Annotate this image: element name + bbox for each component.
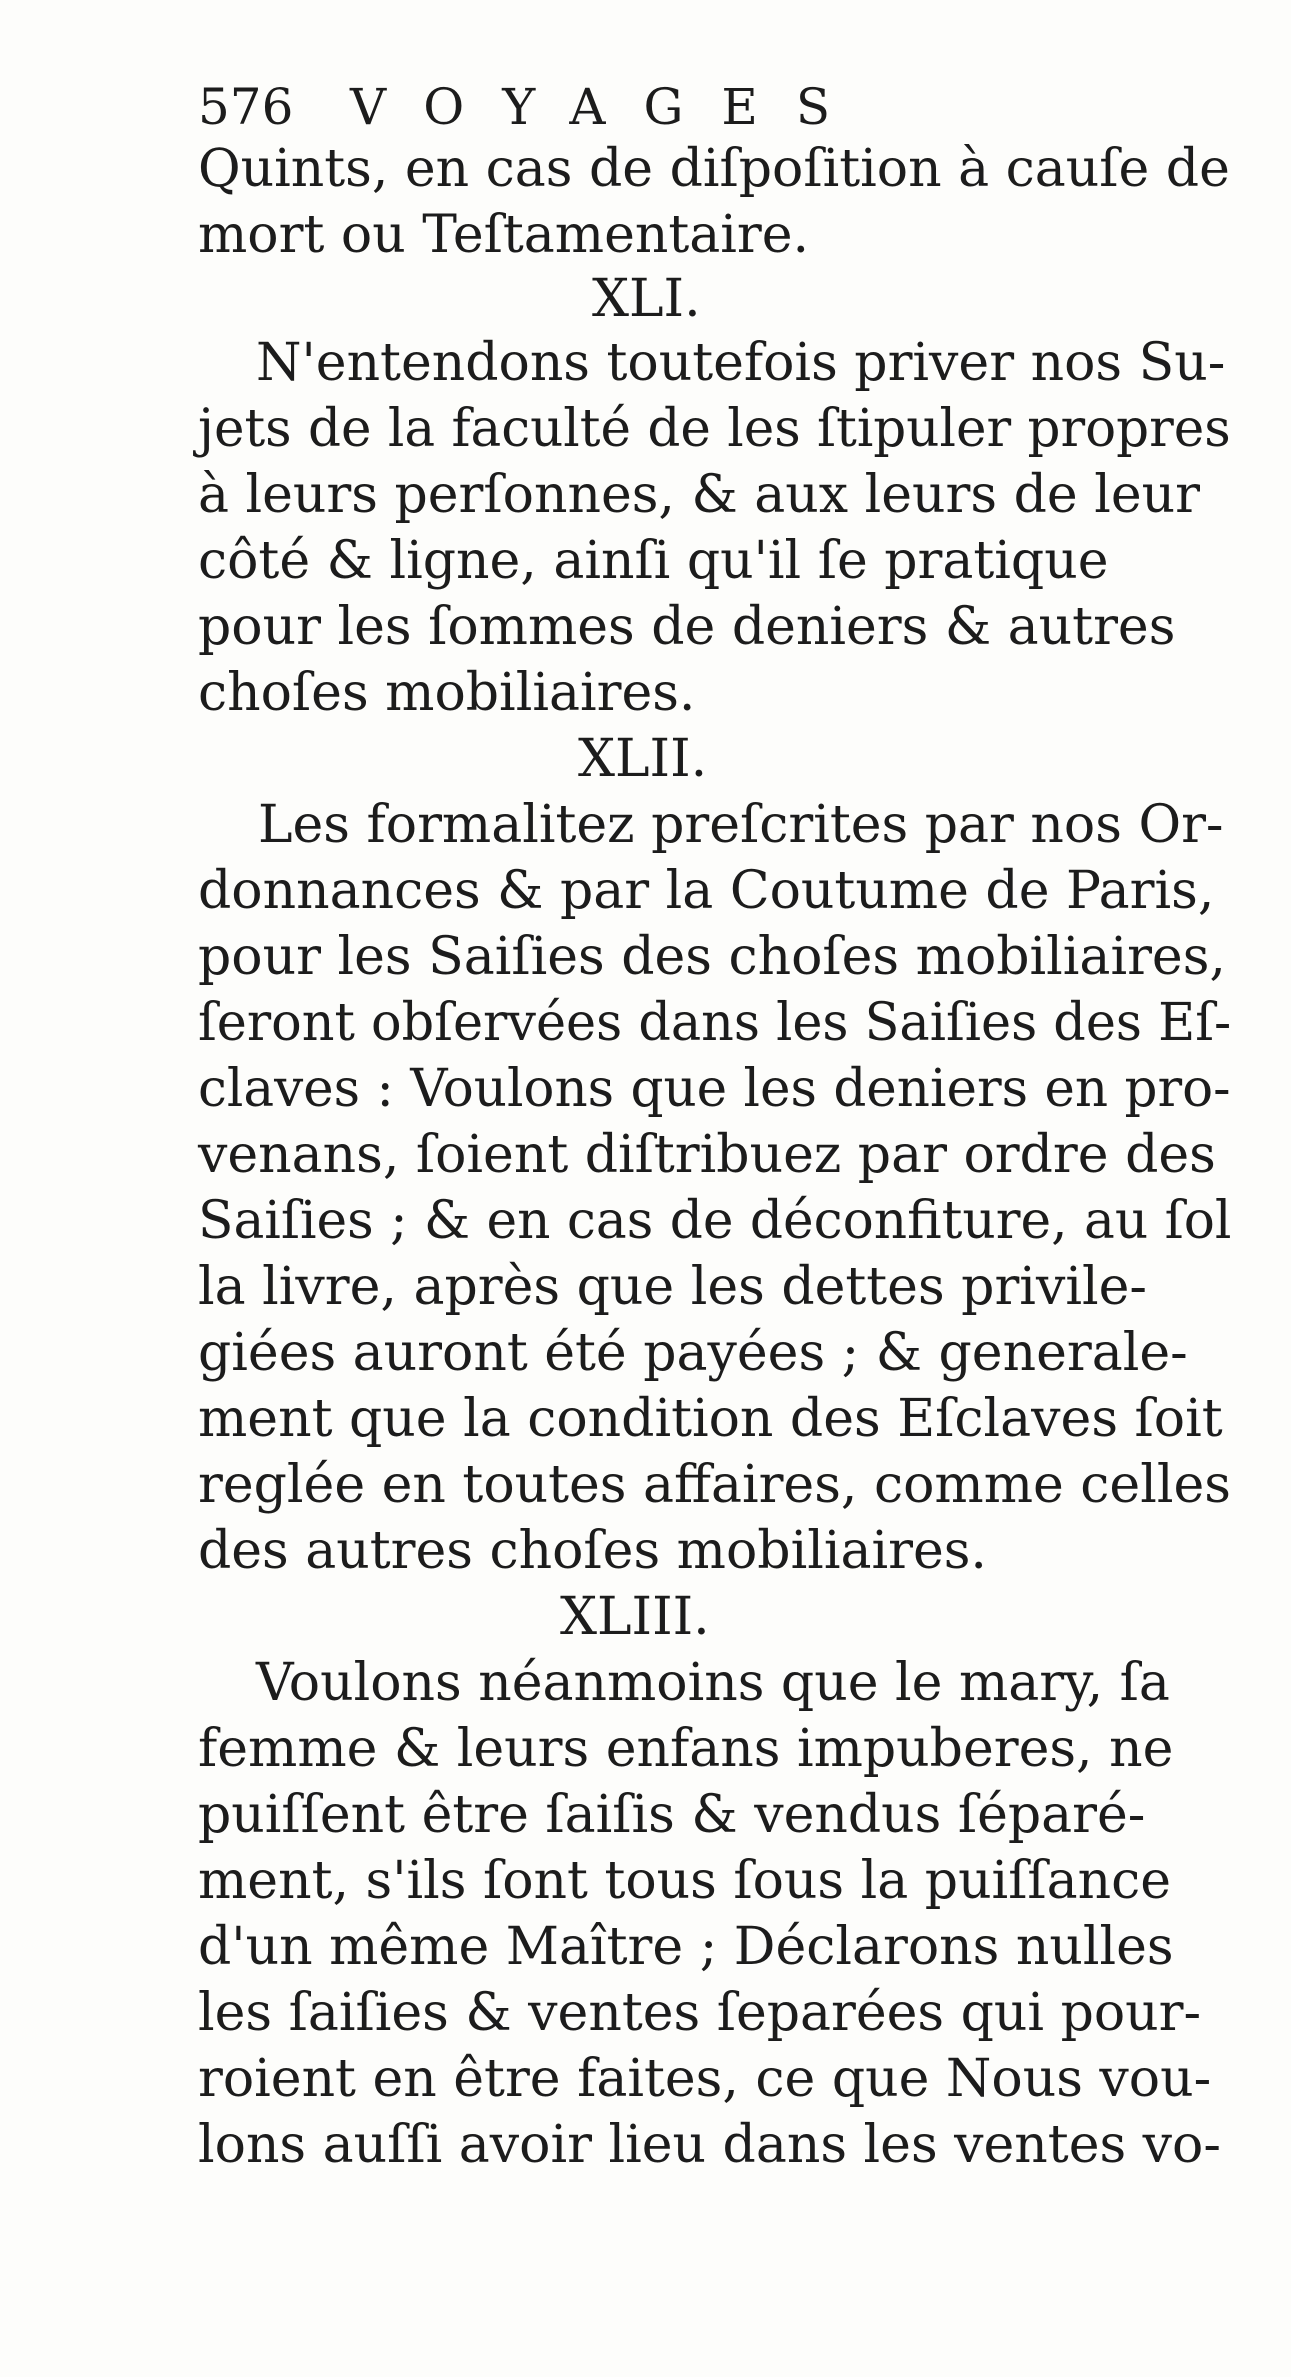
text-line: d'un même Maître ; Déclarons nulles <box>198 1917 1174 1977</box>
text-line: femme & leurs enfans impuberes, ne <box>198 1719 1174 1779</box>
text-line: puiſſent être ſaiſis & vendus ſéparé- <box>198 1785 1146 1845</box>
running-head: VOYAGES <box>350 78 869 136</box>
text-line: pour les Saiſies des choſes mobiliaires, <box>198 927 1226 987</box>
text-line: pour les ſommes de deniers & autres <box>198 597 1176 657</box>
text-line: mort ou Teſtamentaire. <box>198 205 810 265</box>
article-heading-xli: XLI. <box>592 269 701 329</box>
article-heading-xlii: XLII. <box>578 729 708 789</box>
text-line: Les formalitez preſcrites par nos Or- <box>258 795 1224 855</box>
text-line: la livre, après que les dettes privile- <box>198 1257 1147 1317</box>
text-line: Saiſies ; & en cas de déconfiture, au ſol <box>198 1191 1232 1251</box>
text-line: jets de la faculté de les ſtipuler propres <box>198 399 1231 459</box>
text-line: venans, ſoient diſtribuez par ordre des <box>198 1125 1216 1185</box>
page-header <box>198 72 998 142</box>
text-line: ment, s'ils ſont tous ſous la puiſſance <box>198 1851 1172 1911</box>
text-line: choſes mobiliaires. <box>198 663 696 723</box>
text-line: N'entendons toutefois priver nos Su- <box>256 333 1226 393</box>
text-line: ment que la condition des Eſclaves ſoit <box>198 1389 1223 1449</box>
text-line: roient en être faites, ce que Nous vou- <box>198 2049 1212 2109</box>
text-line: à leurs perſonnes, & aux leurs de leur <box>198 465 1200 525</box>
text-line: Quints, en cas de diſpoſition à cauſe de <box>198 139 1230 199</box>
text-line: les ſaiſies & ventes ſeparées qui pour- <box>198 1983 1202 2043</box>
text-line: reglée en toutes affaires, comme celles <box>198 1455 1231 1515</box>
text-line: lons auſſi avoir lieu dans les ventes vo- <box>198 2115 1221 2175</box>
text-line: giées auront été payées ; & generale- <box>198 1323 1188 1383</box>
page-number: 576 <box>198 78 294 136</box>
text-line: claves : Voulons que les deniers en pro- <box>198 1059 1231 1119</box>
text-line: des autres choſes mobiliaires. <box>198 1521 987 1581</box>
article-heading-xliii: XLIII. <box>560 1587 710 1647</box>
text-line: Voulons néanmoins que le mary, ſa <box>256 1653 1170 1713</box>
text-line: ſeront obſervées dans les Saiſies des Eſ- <box>198 993 1232 1053</box>
text-line: donnances & par la Coutume de Paris, <box>198 861 1215 921</box>
text-line: côté & ligne, ainſi qu'il ſe pratique <box>198 531 1109 591</box>
